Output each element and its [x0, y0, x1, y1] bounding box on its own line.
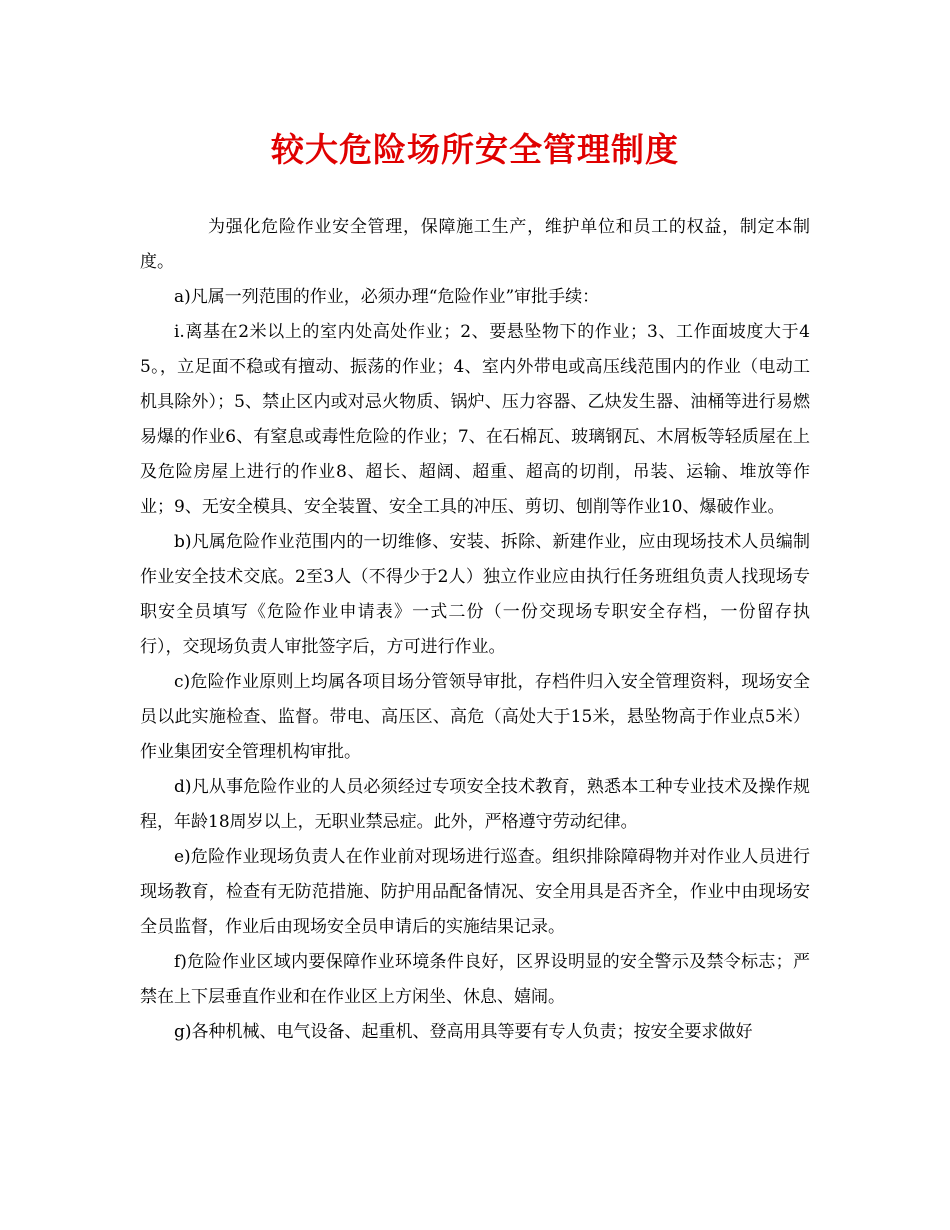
paragraph-a: a)凡属一列范围的作业，必须办理“危险作业”审批手续：: [174, 287, 600, 307]
paragraph-f: f)危险作业区域内要保障作业环境条件良好，区界设明显的安全警示及禁令标志；严禁在上下层垂直作业和在作业区上方闲坐、休息、嬉闹。: [140, 952, 810, 1007]
paragraph-b: b)凡属危险作业范围内的一切维修、安装、拆除、新建作业，应由现场技术人员编制作业安全技术交底。2至3人（不得少于2人）独立作业应由执行任务班组负责人找现场专职安全员填写《危险作业申请表》一式二份（一份交现场专职安全存档，一份留存执行），交现场负责人审批签字后，方可进行作业。: [140, 532, 810, 657]
paragraph-intro: 为强化危险作业安全管理，保障施工生产，维护单位和员工的权益，制定本制度。: [140, 217, 810, 272]
paragraph-g: g)各种机械、电气设备、起重机、登高用具等要有专人负责；按安全要求做好: [174, 1022, 753, 1042]
paragraph-c: c)危险作业原则上均属各项目场分管领导审批，存档件归入安全管理资料，现场安全员以此实施检查、监督。带电、高压区、高危（高处大于15米，悬坠物高于作业点5米）作业集团安全管理机构审批。: [140, 672, 810, 762]
document-body: [140, 210, 810, 1050]
document-title: 较大危险场所安全管理制度: [271, 130, 679, 169]
paragraph-d: d)凡从事危险作业的人员必须经过专项安全技术教育，熟悉本工种专业技术及操作规程，年龄18周岁以上，无职业禁忌症。此外，严格遵守劳动纪律。: [140, 777, 810, 832]
paragraph-e: e)危险作业现场负责人在作业前对现场进行巡查。组织排除障碍物并对作业人员进行现场教育，检查有无防范措施、防护用品配备情况、安全用具是否齐全，作业中由现场安全员监督，作业后由现场安全员申请后的实施结果记录。: [140, 847, 810, 937]
paragraph-a-items: i.离基在2米以上的室内处高处作业；2、要悬坠物下的作业；3、工作面坡度大于45。，立足面不稳或有擅动、振荡的作业；4、室内外带电或高压线范围内的作业（电动工机具除外）；5、禁止区内或对忌火物质、锅炉、压力容器、乙炔发生器、油桶等进行易燃易爆的作业6、有窒息或毒性危险的作业；7、在石棉瓦、玻璃钢瓦、木屑板等轻质屋在上及危险房屋上进行的作业8、超长、超阔、超重、超高的切削，吊装、运输、堆放等作业；9、无安全模具、安全装置、安全工具的冲压、剪切、刨削等作业10、爆破作业。: [140, 322, 810, 517]
